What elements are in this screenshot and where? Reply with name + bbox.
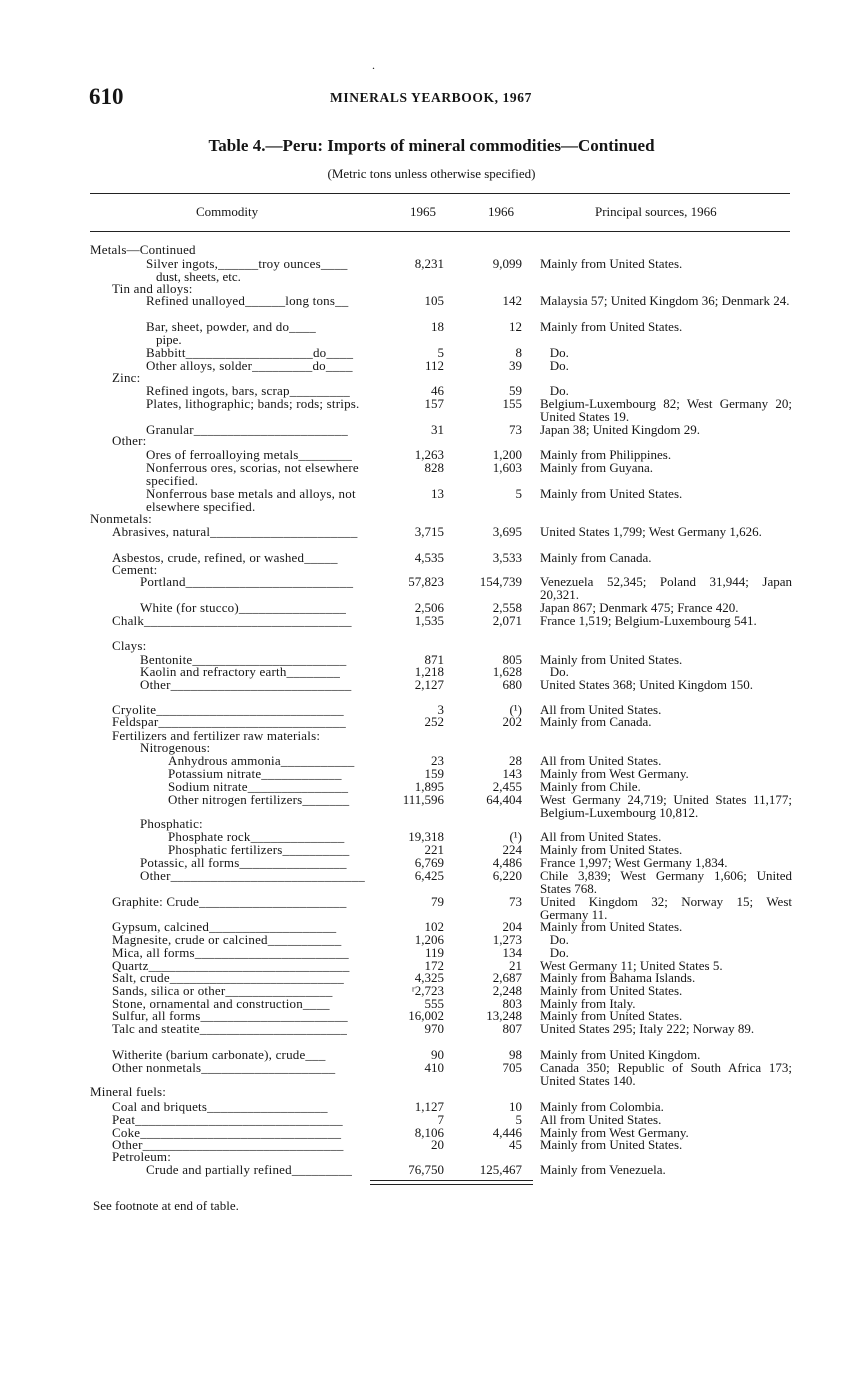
value-1966: 2,558 [492, 600, 522, 615]
principal-sources: Japan 38; United Kingdom 29. [540, 422, 700, 437]
commodity-cell: Clays: [112, 638, 147, 653]
principal-sources: Chile 3,839; West Germany 1,606; United States 768. [540, 868, 792, 896]
table-subtitle: (Metric tons unless otherwise specified) [327, 166, 536, 181]
value-1966: 204 [502, 919, 522, 934]
value-1965: 871 [424, 652, 444, 667]
value-1966: 98 [509, 1047, 522, 1062]
commodity-cell: Nitrogenous: [140, 740, 211, 755]
value-1966: 1,200 [492, 447, 522, 462]
value-1965: 13 [431, 486, 444, 501]
value-1965: 1,206 [414, 932, 444, 947]
commodity-cell: Asbestos, crude, refined, or washed_____ [112, 550, 338, 565]
commodity-cell: Bentonite_______________________ [140, 652, 347, 667]
commodity-cell: Stone, ornamental and construction____ [112, 996, 330, 1011]
commodity-continuation: pipe. [156, 332, 182, 347]
commodity-cell: Feldspar____________________________ [112, 714, 346, 729]
commodity-continuation: dust, sheets, etc. [156, 269, 241, 284]
footnote: See footnote at end of table. [93, 1198, 239, 1213]
value-1965: 18 [431, 319, 444, 334]
value-1965: 1,218 [414, 664, 444, 679]
value-1966: 1,628 [492, 664, 522, 679]
commodity-cell: Other alloys, solder_________do____ [146, 358, 353, 373]
principal-sources: All from United States. [540, 1112, 662, 1127]
principal-sources: United States 368; United Kingdom 150. [540, 677, 754, 692]
value-1966: 13,248 [486, 1008, 522, 1023]
principal-sources: West Germany 24,719; United States 11,177; Belgium-Luxembourg 10,812. [540, 792, 792, 820]
commodity-cell: Abrasives, natural______________________ [112, 524, 358, 539]
principal-sources: Mainly from United States. [540, 1137, 683, 1152]
principal-sources: Mainly from United Kingdom. [540, 1047, 701, 1062]
principal-sources: Mainly from Chile. [540, 779, 641, 794]
commodity-cell: Potassium nitrate____________ [168, 766, 342, 781]
commodity-cell: Sulfur, all forms______________________ [112, 1008, 348, 1023]
value-1965: 8,106 [414, 1125, 444, 1140]
value-1965: 57,823 [408, 574, 444, 589]
value-1966: 143 [502, 766, 522, 781]
value-1966: 12 [509, 319, 522, 334]
principal-sources: France 1,997; West Germany 1,834. [540, 855, 728, 870]
value-1965: 172 [424, 958, 444, 973]
principal-sources: Do. [540, 945, 569, 960]
commodity-cell: Mica, all forms_______________________ [112, 945, 349, 960]
value-1966: 9,099 [492, 256, 522, 271]
commodity-cell: Chalk_______________________________ [112, 613, 352, 628]
principal-sources: All from United States. [540, 702, 662, 717]
value-1965: 159 [424, 766, 444, 781]
value-1966: 28 [509, 753, 522, 768]
principal-sources: Mainly from United States. [540, 256, 683, 271]
column-header-commodity: Commodity [196, 204, 259, 219]
value-1965: 23 [431, 753, 444, 768]
principal-sources: All from United States. [540, 753, 662, 768]
value-1966: 3,533 [492, 550, 522, 565]
principal-sources: Mainly from United States. [540, 842, 683, 857]
principal-sources: Mainly from United States. [540, 1008, 683, 1023]
commodity-cell: Nonferrous ores, scorias, not elsewhere specified. [146, 460, 359, 488]
commodity-cell: Magnesite, crude or calcined___________ [112, 932, 342, 947]
value-1966: 3,695 [492, 524, 522, 539]
value-1965: 112 [424, 358, 444, 373]
page-number: 610 [89, 84, 124, 109]
commodity-cell: Gypsum, calcined___________________ [112, 919, 337, 934]
top-mark: . [372, 58, 375, 72]
value-1966: 21 [509, 958, 522, 973]
commodity-cell: Babbitt___________________do____ [146, 345, 354, 360]
value-1966: (¹) [509, 702, 522, 717]
column-header-1966: 1966 [488, 204, 514, 219]
value-1965: 119 [424, 945, 444, 960]
running-head: MINERALS YEARBOOK, 1967 [330, 90, 532, 105]
principal-sources: Do. [540, 358, 569, 373]
value-1966: 10 [509, 1099, 522, 1114]
value-1965: 4,535 [414, 550, 444, 565]
commodity-cell: Silver ingots,______troy ounces____ dust, sheets, etc. [146, 257, 378, 283]
commodity-cell: Talc and steatite______________________ [112, 1021, 348, 1036]
value-1965: 2,127 [414, 677, 444, 692]
principal-sources: United Kingdom 32; Norway 15; West Germany 11. [540, 894, 792, 922]
principal-sources: Venezuela 52,345; Poland 31,944; Japan 20,321. [540, 574, 792, 602]
value-1966: 73 [509, 422, 522, 437]
value-1966: 680 [502, 677, 522, 692]
value-1965: 221 [424, 842, 444, 857]
value-1965: 6,425 [414, 868, 444, 883]
value-1966: 134 [502, 945, 522, 960]
principal-sources: Mainly from Bahama Islands. [540, 970, 696, 985]
value-1966: (¹) [509, 829, 522, 844]
value-1966: 2,071 [492, 613, 522, 628]
value-1965: 46 [431, 383, 444, 398]
value-1965: 79 [431, 894, 444, 909]
value-1965: 1,895 [414, 779, 444, 794]
commodity-cell: Phosphatic fertilizers__________ [168, 842, 350, 857]
value-1965: 20 [431, 1137, 444, 1152]
principal-sources: Malaysia 57; United Kingdom 36; Denmark 24. [540, 293, 790, 308]
value-1965: 8,231 [414, 256, 444, 271]
commodity-cell: Granular_______________________ [146, 422, 348, 437]
value-1965: 76,750 [408, 1162, 444, 1177]
value-1965: ʳ2,723 [411, 983, 444, 998]
commodity-cell: Nonferrous base metals and alloys, not elsewhere specified. [146, 486, 356, 514]
value-1966: 59 [509, 383, 522, 398]
commodity-cell: Phosphate rock______________ [168, 829, 345, 844]
commodity-cell: Refined unalloyed______long tons__ [146, 293, 349, 308]
value-1965: 111,596 [402, 792, 444, 807]
value-1965: 6,769 [414, 855, 444, 870]
value-1966: 45 [509, 1137, 522, 1152]
value-1966: 142 [502, 293, 522, 308]
commodity-cell: White (for stucco)________________ [140, 600, 347, 615]
value-1966: 73 [509, 894, 522, 909]
value-1965: 828 [424, 460, 444, 475]
value-1966: 4,486 [492, 855, 522, 870]
commodity-cell: Other nitrogen fertilizers_______ [168, 792, 350, 807]
value-1965: 90 [431, 1047, 444, 1062]
principal-sources: Mainly from United States. [540, 652, 683, 667]
principal-sources: Mainly from West Germany. [540, 1125, 689, 1140]
value-1965: 105 [424, 293, 444, 308]
principal-sources: Belgium-Luxembourg 82; West Germany 20; United States 19. [540, 396, 792, 424]
value-1966: 125,467 [479, 1162, 522, 1177]
commodity-cell: Witherite (barium carbonate), crude___ [112, 1047, 326, 1062]
commodity-cell: Portland_________________________ [140, 574, 354, 589]
value-1965: 1,127 [414, 1099, 444, 1114]
value-1965: 252 [424, 714, 444, 729]
table-title: Table 4.—Peru: Imports of mineral commodities—Continued [208, 136, 655, 155]
commodity-cell: Graphite: Crude______________________ [112, 894, 347, 909]
commodity-cell: Sands, silica or other________________ [112, 983, 333, 998]
principal-sources: Mainly from Guyana. [540, 460, 654, 475]
value-1966: 202 [502, 714, 522, 729]
commodity-cell: Other___________________________ [140, 677, 352, 692]
commodity-cell: Crude and partially refined_________ [146, 1162, 353, 1177]
value-1966: 807 [502, 1021, 522, 1036]
principal-sources: Mainly from Colombia. [540, 1099, 664, 1114]
commodity-cell: Other______________________________ [112, 1137, 344, 1152]
commodity-cell: Ores of ferroalloying metals________ [146, 447, 353, 462]
value-1966: 803 [502, 996, 522, 1011]
value-1965: 970 [424, 1021, 444, 1036]
commodity-cell: Tin and alloys: [112, 281, 193, 296]
value-1966: 705 [502, 1060, 522, 1075]
commodity-cell: Metals—Continued [90, 242, 196, 257]
value-1966: 6,220 [492, 868, 522, 883]
principal-sources: Mainly from Canada. [540, 550, 652, 565]
commodity-cell: Salt, crude__________________________ [112, 970, 344, 985]
principal-sources: All from United States. [540, 829, 662, 844]
value-1966: 224 [502, 842, 522, 857]
value-1965: 19,318 [408, 829, 444, 844]
commodity-cell: Cryolite____________________________ [112, 702, 344, 717]
value-1966: 5 [515, 486, 522, 501]
principal-sources: Do. [540, 664, 569, 679]
commodity-cell: Mineral fuels: [90, 1084, 167, 1099]
principal-sources: Mainly from Philippines. [540, 447, 672, 462]
principal-sources: Do. [540, 383, 569, 398]
principal-sources: Mainly from United States. [540, 319, 683, 334]
value-1966: 1,603 [492, 460, 522, 475]
principal-sources: France 1,519; Belgium-Luxembourg 541. [540, 613, 757, 628]
value-1966: 39 [509, 358, 522, 373]
commodity-cell: Peat_______________________________ [112, 1112, 343, 1127]
value-1966: 2,455 [492, 779, 522, 794]
principal-sources: Mainly from United States. [540, 486, 683, 501]
value-1965: 3,715 [414, 524, 444, 539]
value-1965: 555 [424, 996, 444, 1011]
value-1966: 64,404 [486, 792, 522, 807]
commodity-cell: Fertilizers and fertilizer raw materials: [112, 728, 321, 743]
commodity-cell: Coke______________________________ [112, 1125, 342, 1140]
principal-sources: Mainly from United States. [540, 919, 683, 934]
commodity-cell: Potassic, all forms________________ [140, 855, 347, 870]
commodity-cell: Refined ingots, bars, scrap_________ [146, 383, 350, 398]
commodity-cell: Coal and briquets__________________ [112, 1099, 328, 1114]
value-1965: 4,325 [414, 970, 444, 985]
commodity-cell: Cement: [112, 562, 158, 577]
principal-sources: Mainly from Venezuela. [540, 1162, 666, 1177]
value-1966: 805 [502, 652, 522, 667]
value-1965: 410 [424, 1060, 444, 1075]
value-1966: 8 [515, 345, 522, 360]
value-1965: 7 [437, 1112, 444, 1127]
commodity-cell: Other: [112, 433, 147, 448]
value-1966: 5 [515, 1112, 522, 1127]
commodity-cell: Other_____________________________ [140, 868, 365, 883]
column-header-sources: Principal sources, 1966 [595, 204, 717, 219]
commodity-cell: Quartz______________________________ [112, 958, 350, 973]
commodity-cell: Nonmetals: [90, 511, 152, 526]
commodity-cell: Kaolin and refractory earth________ [140, 664, 341, 679]
value-1965: 1,263 [414, 447, 444, 462]
value-1966: 2,687 [492, 970, 522, 985]
principal-sources: Do. [540, 932, 569, 947]
value-1966: 2,248 [492, 983, 522, 998]
value-1966: 155 [502, 396, 522, 411]
value-1965: 16,002 [408, 1008, 444, 1023]
column-header-1965: 1965 [410, 204, 436, 219]
value-1965: 2,506 [414, 600, 444, 615]
principal-sources: Do. [540, 345, 569, 360]
principal-sources: Canada 350; Republic of South Africa 173; United States 140. [540, 1060, 792, 1088]
value-1965: 5 [437, 345, 444, 360]
value-1966: 154,739 [479, 574, 522, 589]
commodity-cell: Phosphatic: [140, 816, 203, 831]
commodity-cell: Bar, sheet, powder, and do____ pipe. [146, 320, 378, 346]
value-1965: 102 [424, 919, 444, 934]
principal-sources: Mainly from Canada. [540, 714, 652, 729]
commodity-cell: Petroleum: [112, 1149, 172, 1164]
principal-sources: Mainly from Italy. [540, 996, 636, 1011]
principal-sources: United States 295; Italy 222; Norway 89. [540, 1021, 755, 1036]
principal-sources: West Germany 11; United States 5. [540, 958, 723, 973]
principal-sources: Mainly from West Germany. [540, 766, 689, 781]
value-1965: 157 [424, 396, 444, 411]
commodity-cell: Sodium nitrate_______________ [168, 779, 349, 794]
principal-sources: Mainly from United States. [540, 983, 683, 998]
value-1966: 1,273 [492, 932, 522, 947]
value-1965: 1,535 [414, 613, 444, 628]
total-double-rule [370, 1180, 533, 1185]
commodity-cell: Anhydrous ammonia___________ [168, 753, 355, 768]
commodity-cell: Zinc: [112, 370, 141, 385]
value-1965: 3 [437, 702, 444, 717]
commodity-cell: Other nonmetals____________________ [112, 1060, 336, 1075]
value-1965: 31 [431, 422, 444, 437]
value-1966: 4,446 [492, 1125, 522, 1140]
principal-sources: Japan 867; Denmark 475; France 420. [540, 600, 739, 615]
commodity-cell: Plates, lithographic; bands; rods; strips. [146, 396, 360, 411]
principal-sources: United States 1,799; West Germany 1,626. [540, 524, 762, 539]
